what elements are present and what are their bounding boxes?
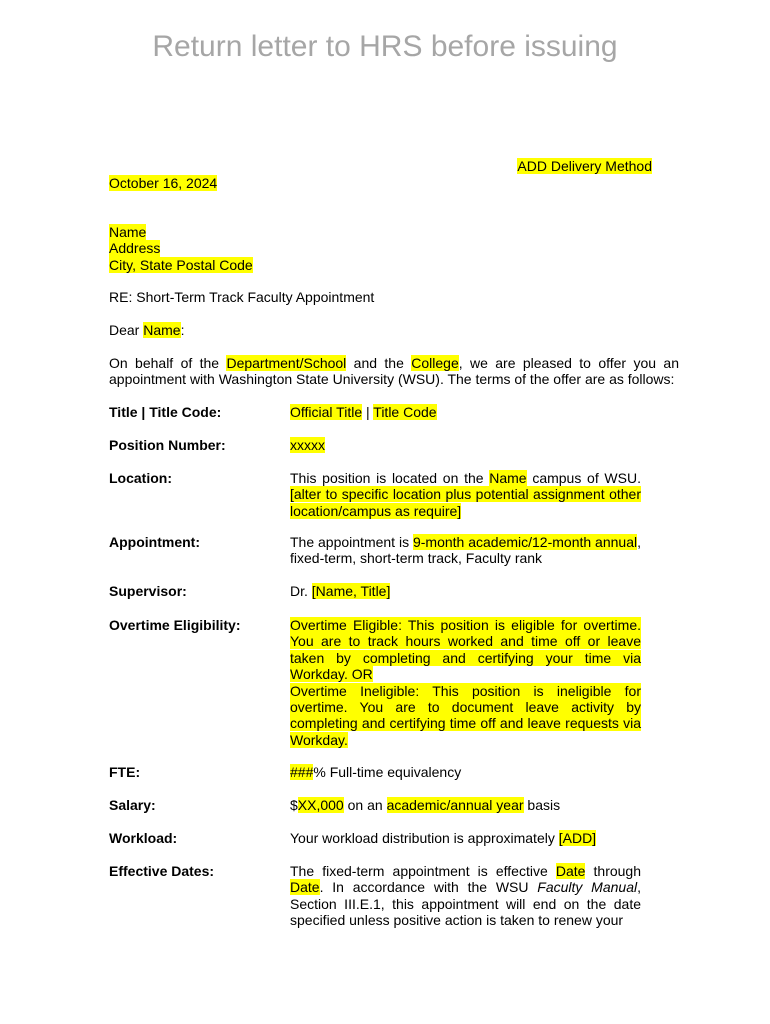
intro-paragraph: On behalf of the Department/School and the College, we are pleased to offer you an appointment with Washington State University (WSU). The terms of the offer are as follows: [109, 355, 679, 388]
effective-dates-value: The fixed-term appointment is effective Date through Date. In accordance with the WSU Faculty Manual, Section III.E.1, this appointment will end on the date specified unless positive action is taken to renew your [290, 863, 642, 929]
location-label: Location: [109, 470, 172, 486]
title-label: Title | Title Code: [109, 404, 222, 420]
fte-label: FTE: [109, 764, 141, 780]
position-value: xxxxx [290, 437, 325, 453]
watermark-text: Return letter to HRS before issuing [152, 30, 618, 63]
overtime-value [290, 617, 641, 748]
re-line: RE: Short-Term Track Faculty Appointment [109, 289, 375, 305]
fte-value: ###% Full-time equivalency [290, 764, 462, 780]
workload-value: Your workload distribution is approximately [ADD] [290, 830, 597, 846]
recipient-address [109, 224, 253, 273]
location-value: This position is located on the Name campus of WSU. [alter to specific location plus potential assignment other location/campus as require] [290, 470, 641, 519]
appointment-label: Appointment: [109, 534, 200, 550]
appointment-value: The appointment is 9-month academic/12-month annual, fixed-term, short-term track, Faculty rank [290, 534, 641, 567]
address-name: Name [109, 224, 147, 240]
salary-value: $XX,000 on an academic/annual year basis [290, 797, 561, 813]
address-street: Address [109, 240, 161, 257]
overtime-eligible: Overtime Eligible: This position is eligible for overtime. You are to track hours worked and time off or leave taken by completing and certifying your time via Workday. OR [290, 617, 641, 683]
workload-label: Workload: [109, 830, 178, 846]
overtime-label: Overtime Eligibility: [109, 617, 241, 633]
overtime-ineligible: Overtime Ineligible: This position is ineligible for overtime. You are to document leave activity by completing and certifying time off and leave requests via Workday. [290, 682, 641, 748]
title-value: Official Title | Title Code [290, 404, 437, 420]
address-city: City, State Postal Code [109, 256, 253, 273]
supervisor-value: Dr. [Name, Title] [290, 583, 391, 599]
position-label: Position Number: [109, 437, 226, 453]
salary-label: Salary: [109, 797, 156, 813]
effective-dates-label: Effective Dates: [109, 863, 215, 879]
supervisor-label: Supervisor: [109, 583, 187, 599]
salutation: Dear Name: [109, 322, 185, 338]
letter-date: October 16, 2024 [109, 175, 218, 191]
delivery-method: ADD Delivery Method [517, 158, 652, 174]
